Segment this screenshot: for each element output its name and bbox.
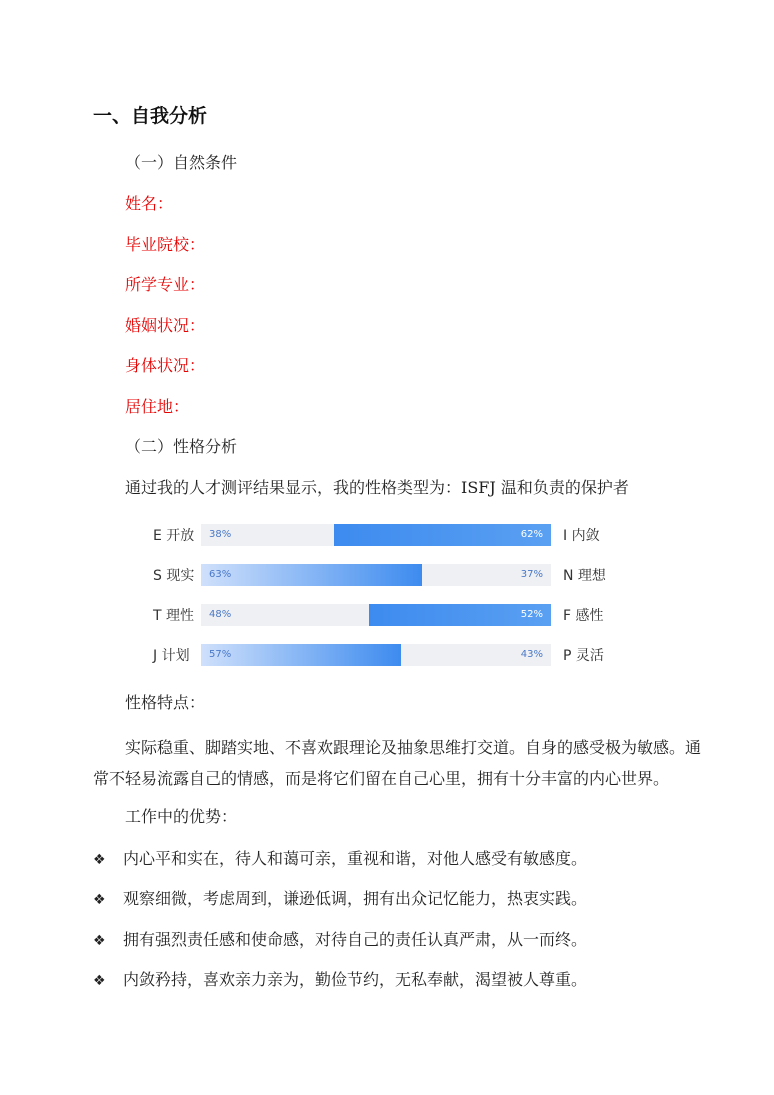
mbti-left-label: T 理性 xyxy=(153,608,195,624)
strength-text: 观察细微，考虑周到，谦逊低调，拥有出众记忆能力，热衷实践。 xyxy=(123,889,588,908)
mbti-right-percent: 43% xyxy=(520,649,543,660)
mbti-left-percent: 38% xyxy=(209,529,232,540)
strength-item xyxy=(93,927,587,950)
mbti-left-label: E 开放 xyxy=(153,528,195,544)
traits-title: 性格特点： xyxy=(125,693,206,712)
field-residence: 居住地： xyxy=(125,397,190,416)
subsection-title-personality: （二）性格分析 xyxy=(125,437,238,456)
traits-line-2: 常不轻易流露自己的情感，而是将它们留在自己心里，拥有十分丰富的内心世界。 xyxy=(93,769,670,788)
strength-text: 内心平和实在，待人和蔼可亲，重视和谐，对他人感受有敏感度。 xyxy=(123,849,588,868)
traits-line-1: 实际稳重、脚踏实地、不喜欢跟理论及抽象思维打交道。自身的感受极为敏感。通 xyxy=(125,738,702,757)
field-marital: 婚姻状况： xyxy=(125,316,206,335)
strength-text: 拥有强烈责任感和使命感，对待自己的责任认真严肃，从一而终。 xyxy=(123,930,588,949)
diamond-bullet-icon: ❖ xyxy=(93,973,106,989)
mbti-track xyxy=(201,564,551,586)
field-name: 姓名： xyxy=(125,194,174,213)
mbti-left-percent: 57% xyxy=(209,649,232,660)
mbti-row xyxy=(145,640,625,668)
mbti-right-percent: 52% xyxy=(520,609,543,620)
mbti-left-percent: 48% xyxy=(209,609,232,620)
subsection-title-natural: （一）自然条件 xyxy=(125,153,238,172)
mbti-chart xyxy=(145,515,625,675)
diamond-bullet-icon: ❖ xyxy=(93,852,106,868)
field-health: 身体状况： xyxy=(125,356,206,375)
mbti-right-label: F 感性 xyxy=(563,608,604,624)
mbti-track xyxy=(201,604,551,626)
mbti-left-percent: 63% xyxy=(209,569,232,580)
mbti-right-label: I 内敛 xyxy=(563,528,600,544)
diamond-bullet-icon: ❖ xyxy=(93,933,106,949)
mbti-right-percent: 62% xyxy=(520,529,543,540)
mbti-row xyxy=(145,520,625,548)
mbti-bar xyxy=(201,564,422,586)
mbti-right-label: P 灵活 xyxy=(563,648,604,664)
diamond-bullet-icon: ❖ xyxy=(93,892,106,908)
mbti-row xyxy=(145,600,625,628)
strengths-title: 工作中的优势： xyxy=(125,807,238,826)
personality-intro: 通过我的人才测评结果显示，我的性格类型为：ISFJ 温和负责的保护者 xyxy=(125,478,629,497)
mbti-right-label: N 理想 xyxy=(563,568,606,584)
mbti-track xyxy=(201,644,551,666)
field-school: 毕业院校： xyxy=(125,235,206,254)
mbti-row xyxy=(145,560,625,588)
mbti-left-label: S 现实 xyxy=(153,568,195,584)
strength-item xyxy=(93,886,587,909)
mbti-left-label: J 计划 xyxy=(153,648,190,664)
mbti-bar xyxy=(334,524,551,546)
strength-text: 内敛矜持，喜欢亲力亲为，勤俭节约，无私奉献，渴望被人尊重。 xyxy=(123,970,588,989)
strength-item xyxy=(93,846,587,869)
mbti-track xyxy=(201,524,551,546)
field-major: 所学专业： xyxy=(125,275,206,294)
section-heading: 一、自我分析 xyxy=(93,105,208,127)
strength-item xyxy=(93,967,587,990)
mbti-right-percent: 37% xyxy=(520,569,543,580)
